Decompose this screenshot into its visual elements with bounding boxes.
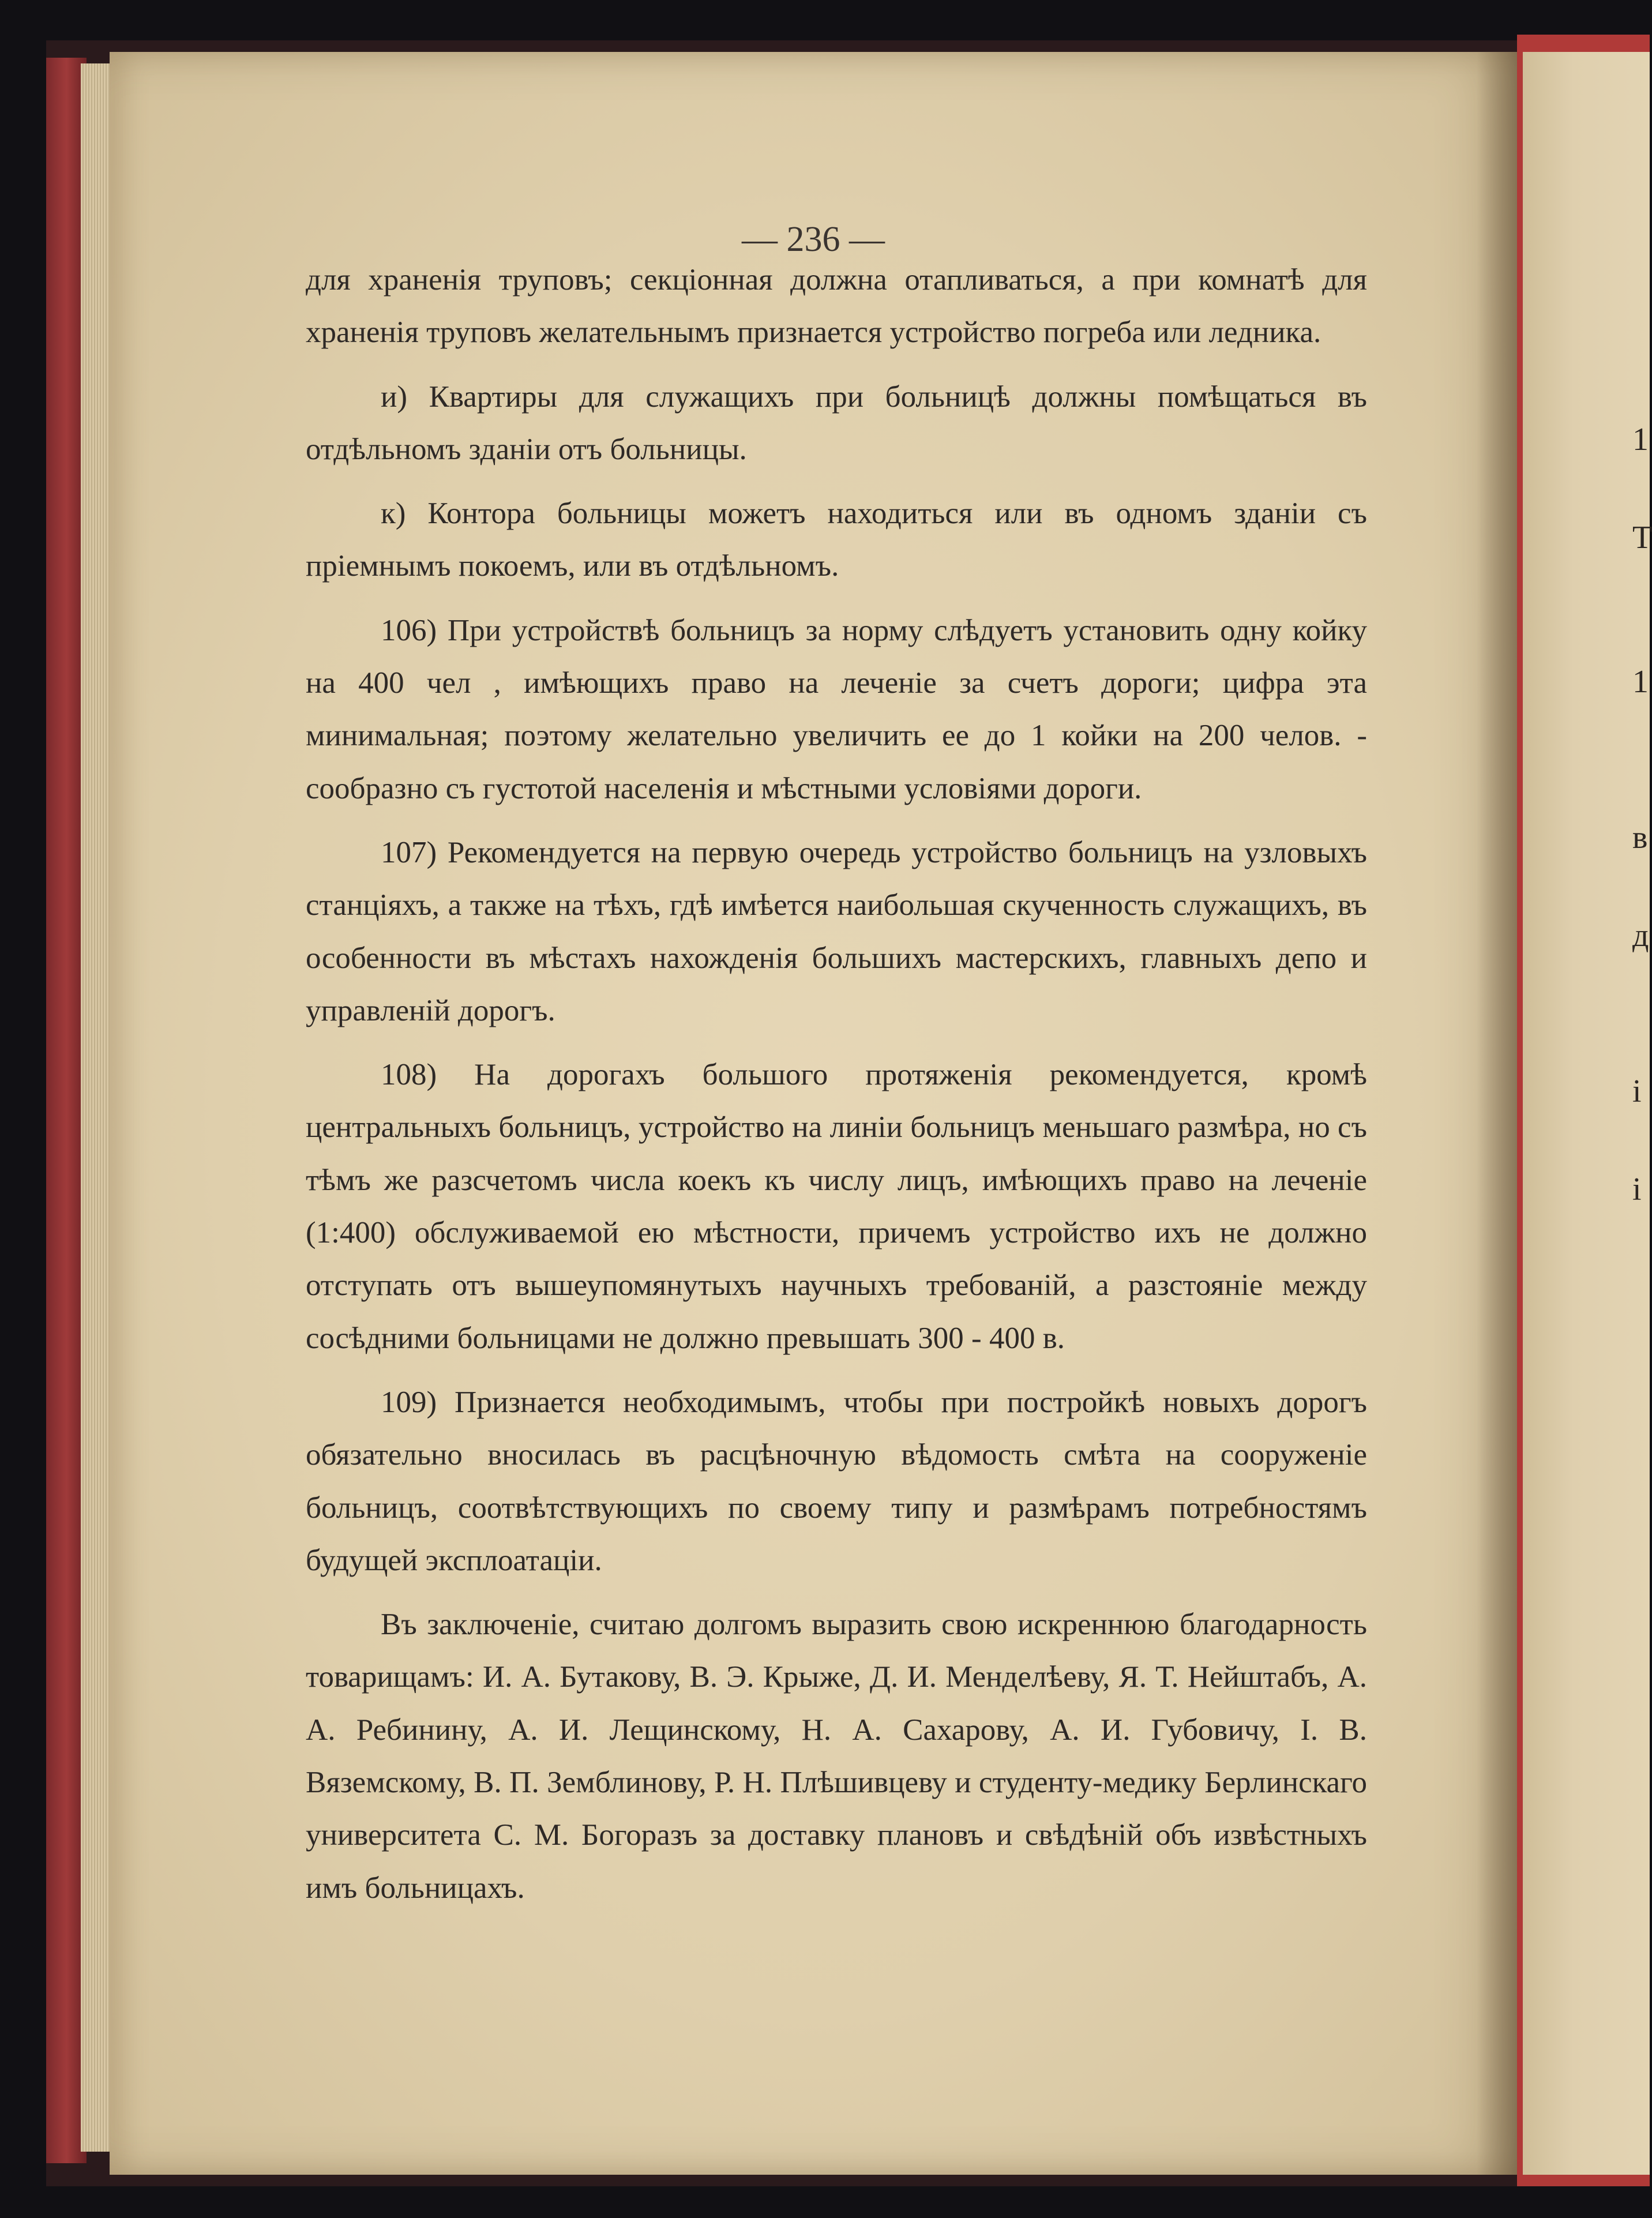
paragraph: 106) При устройствѣ больницъ за норму слѣдуетъ установить одну койку на 400 чел , имѣющихъ право на леченіе за счетъ дороги; цифра эта минимальная; поэтому желательно увеличить ее до 1 койки на 200 челов. - сообразно съ густотой населенія и мѣстными условіями дороги. [306,613,1367,805]
facing-page [1523,52,1650,2175]
page-number: — 236 — [742,220,885,259]
paragraph: 108) На дорогахъ большого протяженія рекомендуется, кромѣ центральныхъ больницъ, устройство на линіи больницъ меньшаго размѣра, но съ тѣмъ же разсчетомъ числа коекъ къ числу лицъ, имѣющихъ право на леченіе (1:400) обслуживаемой ею мѣстности, причемъ устройство ихъ не должно отступать отъ вышеупомянутыхъ научныхъ требованій, а разстояніе между сосѣдними больницами не должно превышать 300 - 400 в. [306,1058,1367,1355]
paragraph: для храненія труповъ; секціонная должна отапливаться, а при комнатѣ для храненія труповъ желательнымъ признается устройство погреба или ледника. [306,263,1367,350]
page-gutter-shadow [1477,52,1523,2175]
facing-page-fragment: Т [1632,520,1652,556]
facing-page-fragment: в [1632,820,1648,855]
facing-page-fragment: д [1632,918,1649,954]
paragraph: 109) Признается необходимымъ, чтобы при постройкѣ новыхъ дорогъ обязательно вносилась въ расцѣночную вѣдомость смѣта на сооруженіе больницъ, соотвѣтствующихъ по своему типу и размѣрамъ потребностямъ будущей эксплоатаціи. [306,1385,1367,1577]
page-body-text [306,254,1367,1926]
paragraph: Въ заключеніе, считаю долгомъ выразить свою искреннюю благодарность товарищамъ: И. А. Бутакову, В. Э. Крыже, Д. И. Менделѣеву, Я. Т. Нейштабъ, А. А. Ребинину, А. И. Лещинскому, Н. А. Сахарову, А. И. Губовичу, І. В. Вяземскому, В. П. Земблинову, Р. Н. Плѣшивцеву и студенту-медику Берлинскаго университета С. М. Богоразъ за доставку плановъ и свѣдѣній объ извѣстныхъ имъ больницахъ. [306,1608,1367,1905]
facing-page-fragment: 1 [1632,422,1649,457]
facing-page-fragment: і [1632,1074,1642,1109]
paragraph: к) Контора больницы можетъ находиться или въ одномъ зданіи съ пріемнымъ покоемъ, или въ отдѣльномъ. [306,497,1367,583]
facing-page-fragment: і [1632,1172,1642,1207]
facing-page-fragment: 1 [1632,664,1649,700]
paragraph: и) Квартиры для служащихъ при больницѣ должны помѣщаться въ отдѣльномъ зданіи отъ больницы. [306,380,1367,466]
paragraph: 107) Рекомендуется на первую очередь устройство больницъ на узловыхъ станціяхъ, а также на тѣхъ, гдѣ имѣется наибольшая скученность служащихъ, въ особенности въ мѣстахъ нахожденія большихъ мастерскихъ, главныхъ депо и управленій дорогъ. [306,835,1367,1027]
